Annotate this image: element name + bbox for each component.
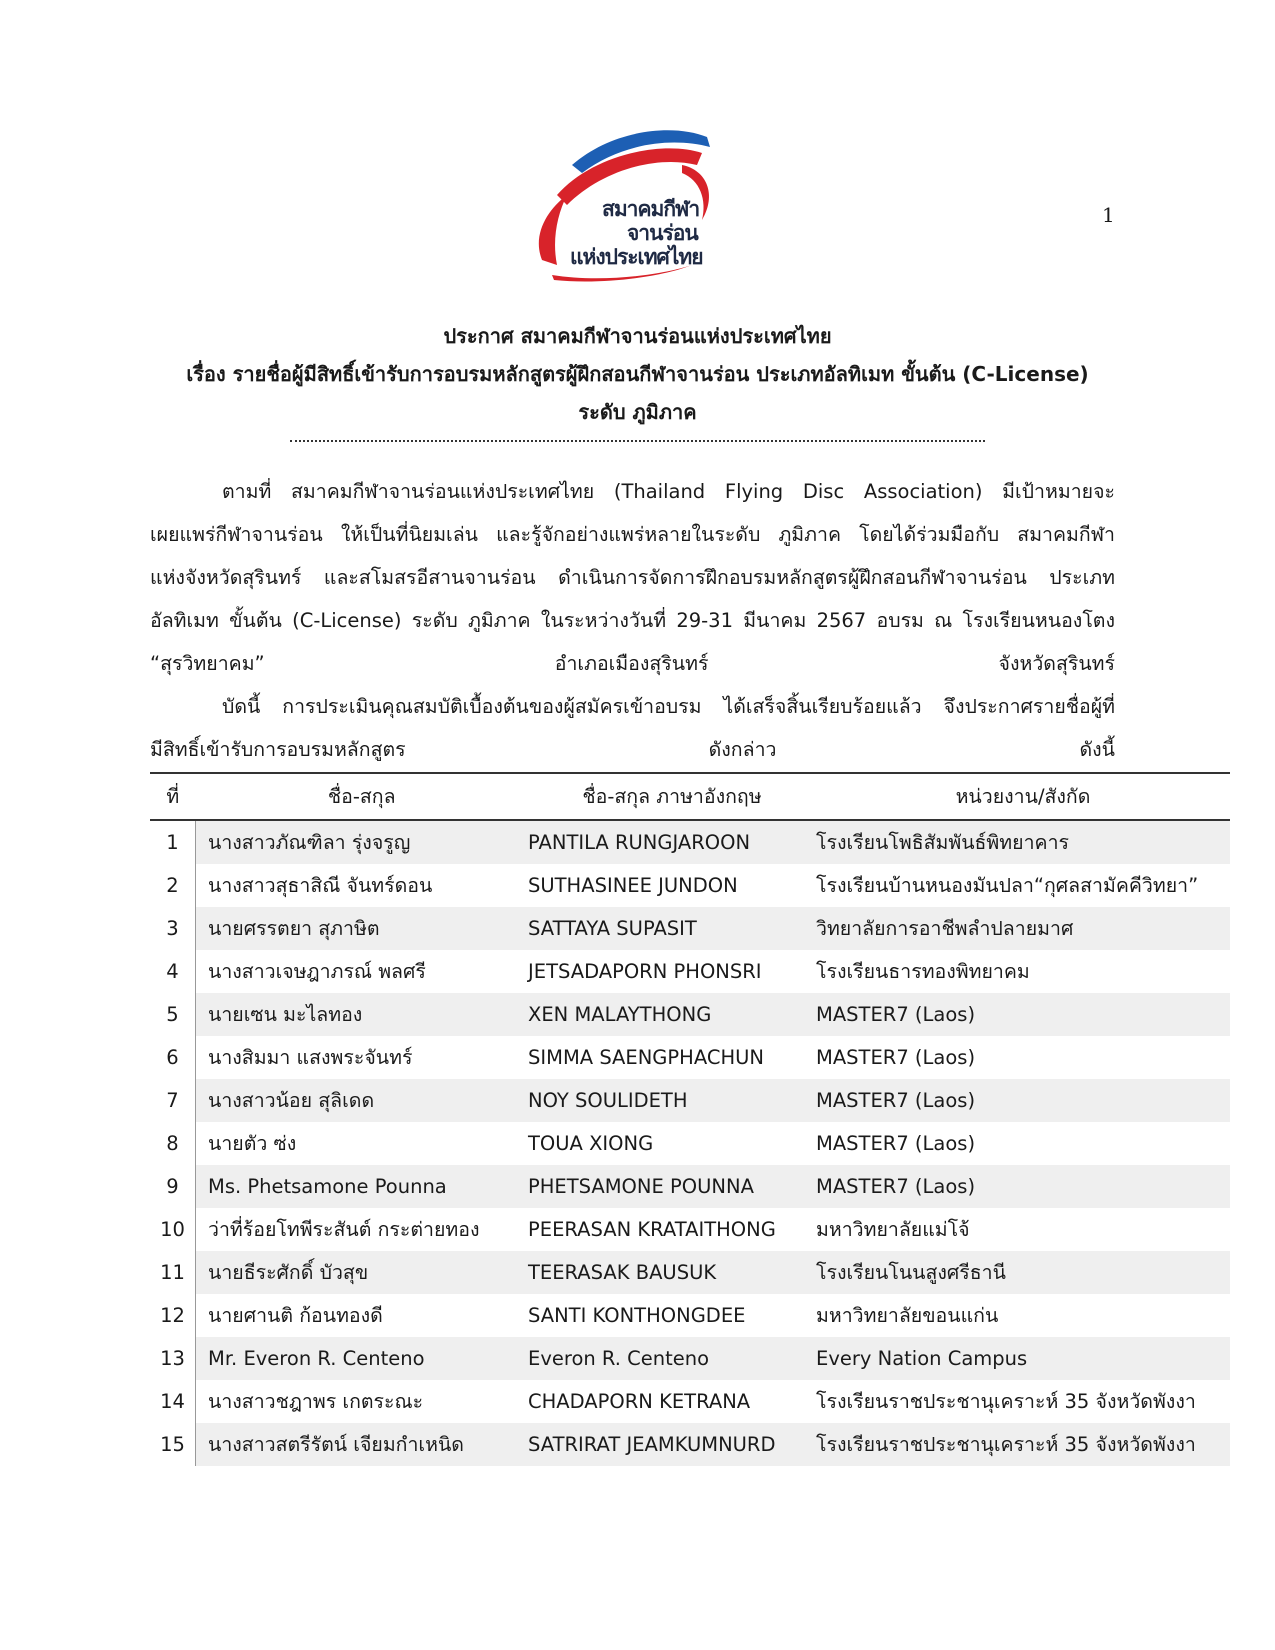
table-row <box>150 1380 1230 1423</box>
paragraph-1-line-5: “สุรวิทยาคม” อำเภอเมืองสุรินทร์ จังหวัดสุรินทร์ <box>150 652 1115 675</box>
row-number: 13 <box>150 1337 196 1380</box>
table-row <box>150 1208 1230 1251</box>
row-thai-name: นางสาวเจษฎาภรณ์ พลศรี <box>208 960 426 983</box>
row-number: 10 <box>150 1208 196 1251</box>
row-thai-name: นางสาวน้อย สุลิเดด <box>196 1079 529 1122</box>
table-row <box>150 1294 1230 1337</box>
table-row <box>150 1423 1230 1466</box>
table-row <box>150 1079 1230 1122</box>
paragraph-1-line-3: แห่งจังหวัดสุรินทร์ และสโมสรอีสานจานร่อน ดำเนินการจัดการฝึกอบรมหลักสูตรผู้ฝึกสอนกีฬาจานร่อน ประเภท <box>150 566 1115 589</box>
row-thai-name: นายศานติ ก้อนทองดี <box>208 1304 383 1327</box>
row-number: 5 <box>150 993 196 1036</box>
table-row <box>150 1036 1230 1079</box>
dotted-divider <box>290 440 985 442</box>
announcement-subject: เรื่อง รายชื่อผู้มีสิทธิ์เข้ารับการอบรมหลักสูตรผู้ฝึกสอนกีฬาจานร่อน ประเภทอัลทิเมท ขั้นต้น (C-License) <box>186 362 1089 386</box>
row-organization: Every Nation Campus <box>816 1337 1230 1380</box>
row-organization: MASTER7 (Laos) <box>816 993 1230 1036</box>
association-logo <box>532 125 732 285</box>
row-thai-name: นางสิมมา แสงพระจันทร์ <box>208 1046 413 1069</box>
row-english-name: SUTHASINEE JUNDON <box>528 874 738 897</box>
row-organization: โรงเรียนโพธิสัมพันธ์พิทยาคาร <box>816 820 1230 864</box>
row-english-name: CHADAPORN KETRANA <box>528 1390 751 1413</box>
row-organization: MASTER7 (Laos) <box>816 1165 1230 1208</box>
paragraph-1-line-2: เผยแพร่กีฬาจานร่อน ให้เป็นที่นิยมเล่น และรู้จักอย่างแพร่หลายในระดับ ภูมิภาค โดยได้ร่วมมือกับ สมาคมกีฬา <box>150 523 1115 546</box>
row-organization: โรงเรียนโนนสูงศรีธานี <box>816 1251 1230 1294</box>
row-organization: MASTER7 (Laos) <box>816 1046 976 1069</box>
row-english-name: JETSADAPORN PHONSRI <box>528 960 762 983</box>
logo-text-line-3: แห่งประเทศไทย <box>570 245 703 269</box>
row-number: 4 <box>150 950 196 993</box>
table-row <box>150 950 1230 993</box>
header-english-name: ชื่อ-สกุล ภาษาอังกฤษ <box>582 785 762 808</box>
row-thai-name: ว่าที่ร้อยโทพีระสันต์ กระต่ายทอง <box>208 1218 480 1241</box>
row-organization: มหาวิทยาลัยแม่โจ้ <box>816 1218 970 1241</box>
row-organization: MASTER7 (Laos) <box>816 1132 976 1155</box>
table-row <box>150 1251 1230 1294</box>
row-english-name: NOY SOULIDETH <box>528 1079 816 1122</box>
row-number: 1 <box>150 820 196 864</box>
row-number: 8 <box>150 1122 196 1165</box>
row-english-name: TOUA XIONG <box>528 1132 654 1155</box>
row-english-name: PANTILA RUNGJAROON <box>528 820 816 864</box>
row-english-name: SANTI KONTHONGDEE <box>528 1304 746 1327</box>
header-organization: หน่วยงาน/สังกัด <box>955 785 1091 808</box>
table-row <box>150 1165 1230 1208</box>
row-number: 11 <box>150 1251 196 1294</box>
table-row <box>150 993 1230 1036</box>
row-organization: วิทยาลัยการอาชีพลำปลายมาศ <box>816 907 1230 950</box>
table-row <box>150 864 1230 907</box>
row-thai-name: นางสาวสตรีรัตน์ เจียมกำเหนิด <box>196 1423 529 1466</box>
paragraph-1-line-4: อัลทิเมท ขั้นต้น (C-License) ระดับ ภูมิภาค ในระหว่างวันที่ 29-31 มีนาคม 2567 อบรม ณ โรงเรียนหนองโตง <box>150 609 1115 632</box>
row-organization: มหาวิทยาลัยขอนแก่น <box>816 1304 999 1327</box>
row-thai-name: Ms. Phetsamone Pounna <box>196 1165 529 1208</box>
table-header-row <box>150 773 1230 820</box>
row-number: 14 <box>150 1380 196 1423</box>
row-thai-name: นายเซน มะไลทอง <box>196 993 529 1036</box>
row-thai-name: นายตัว ซ่ง <box>208 1132 297 1155</box>
row-number: 7 <box>150 1079 196 1122</box>
row-number: 2 <box>150 864 196 907</box>
row-english-name: SATRIRAT JEAMKUMNURD <box>528 1423 816 1466</box>
table-row <box>150 1337 1230 1380</box>
paragraph-2-line-1: บัดนี้ การประเมินคุณสมบัติเบื้องต้นของผู้สมัครเข้าอบรม ได้เสร็จสิ้นเรียบร้อยแล้ว จึงประกาศรายชื่อผู้ที่ <box>222 695 1115 718</box>
row-number: 6 <box>150 1036 196 1079</box>
page-number: 1 <box>1102 203 1115 227</box>
row-english-name: PEERASAN KRATAITHONG <box>528 1218 776 1241</box>
row-organization: MASTER7 (Laos) <box>816 1079 1230 1122</box>
row-number: 9 <box>150 1165 196 1208</box>
paragraph-1-line-1: ตามที่ สมาคมกีฬาจานร่อนแห่งประเทศไทย (Thailand Flying Disc Association) มีเป้าหมายจะ <box>222 480 1115 503</box>
row-english-name: PHETSAMONE POUNNA <box>528 1165 816 1208</box>
announcement-title: ประกาศ สมาคมกีฬาจานร่อนแห่งประเทศไทย <box>443 324 832 348</box>
row-thai-name: นายธีระศักดิ์ บัวสุข <box>196 1251 529 1294</box>
paragraph-2-line-2: มีสิทธิ์เข้ารับการอบรมหลักสูตร ดังกล่าว ดังนี้ <box>150 738 1115 761</box>
header-number: ที่ <box>166 785 180 808</box>
row-number: 3 <box>150 907 196 950</box>
row-number: 15 <box>150 1423 196 1466</box>
row-thai-name: Mr. Everon R. Centeno <box>196 1337 529 1380</box>
row-thai-name: นางสาวภัณฑิลา รุ่งจรูญ <box>196 820 529 864</box>
row-thai-name: นางสาวชฎาพร เกตระณะ <box>208 1390 424 1413</box>
row-english-name: Everon R. Centeno <box>528 1337 816 1380</box>
table-row <box>150 907 1230 950</box>
row-thai-name: นายศรรตยา สุภาษิต <box>196 907 529 950</box>
row-english-name: SIMMA SAENGPHACHUN <box>528 1046 764 1069</box>
row-english-name: TEERASAK BAUSUK <box>528 1251 816 1294</box>
header-thai-name: ชื่อ-สกุล <box>327 785 396 808</box>
row-organization: โรงเรียนบ้านหนองมันปลา“กุศลสามัคคีวิทยา” <box>816 874 1199 897</box>
row-organization: โรงเรียนราชประชานุเคราะห์ 35 จังหวัดพังงา <box>816 1390 1196 1413</box>
row-number: 12 <box>150 1294 196 1337</box>
row-thai-name: นางสาวสุธาสิณี จันทร์ดอน <box>208 874 433 897</box>
row-english-name: XEN MALAYTHONG <box>528 993 816 1036</box>
row-english-name: SATTAYA SUPASIT <box>528 907 816 950</box>
participant-table <box>150 772 1230 1466</box>
table-row <box>150 1122 1230 1165</box>
logo-text-line-1: สมาคมกีฬา <box>602 197 700 221</box>
logo-text-line-2: จานร่อน <box>627 221 698 245</box>
row-organization: โรงเรียนราชประชานุเคราะห์ 35 จังหวัดพังงา <box>816 1423 1230 1466</box>
announcement-level: ระดับ ภูมิภาค <box>578 400 697 424</box>
table-row <box>150 820 1230 864</box>
row-organization: โรงเรียนธารทองพิทยาคม <box>816 960 1030 983</box>
